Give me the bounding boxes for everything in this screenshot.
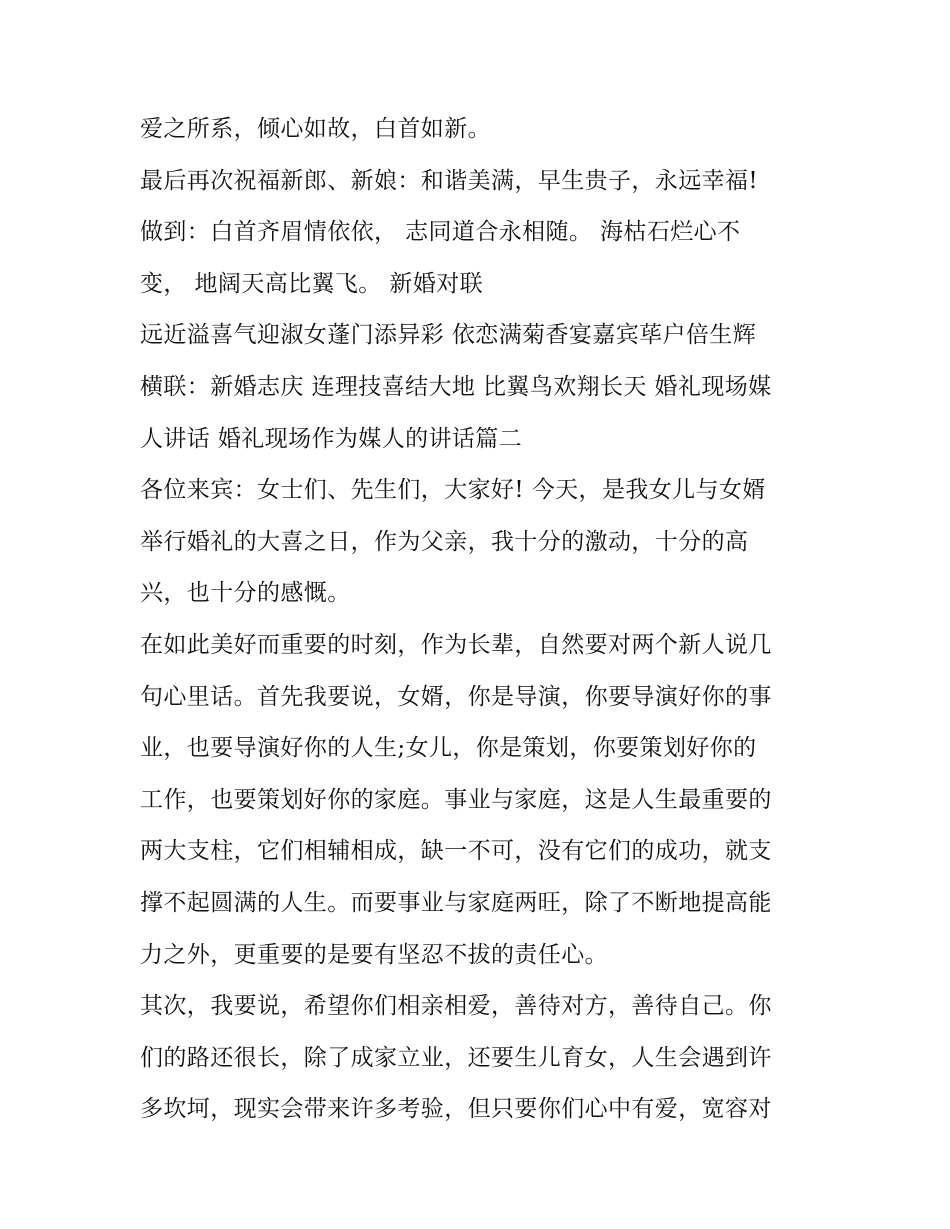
text-line: 最后再次祝福新郎、新娘：和谐美满，早生贵子，永远幸福! — [140, 167, 759, 194]
document-body — [140, 104, 820, 1136]
text-line: 做到：白首齐眉情依依， 志同道合永相随。 海枯石烂心不 — [140, 219, 741, 246]
text-line: 两大支柱，它们相辅相成，缺一不可，没有它们的成功，就支 — [140, 838, 772, 865]
text-line: 句心里话。首先我要说，女婿，你是导演，你要导演好你的事 — [140, 683, 772, 710]
text-line: 横联：新婚志庆 连理技喜结大地 比翼鸟欢翔长天 婚礼现场媒 — [140, 373, 772, 400]
text-line: 撑不起圆满的人生。而要事业与家庭两旺，除了不断地提高能 — [140, 889, 772, 916]
text-line: 人讲话 婚礼现场作为媒人的讲话篇二 — [140, 425, 523, 452]
text-line: 爱之所系，倾心如故，白首如新。 — [140, 116, 491, 142]
text-line: 远近溢喜气迎淑女蓬门添异彩 依恋满菊香宴嘉宾荜户倍生辉 — [140, 322, 757, 349]
text-line: 在如此美好而重要的时刻，作为长辈，自然要对两个新人说几 — [140, 631, 772, 658]
text-line: 兴，也十分的感慨。 — [140, 580, 351, 607]
text-line: 多坎坷，现实会带来许多考验，但只要你们心中有爱，宽容对 — [140, 1096, 772, 1123]
text-line: 各位来宾：女士们、先生们，大家好! 今天，是我女儿与女婿 — [140, 477, 766, 504]
text-line: 力之外，更重要的是要有坚忍不拔的责任心。 — [140, 941, 608, 968]
text-line: 变， 地阔天高比翼飞。 新婚对联 — [140, 270, 484, 297]
text-line: 业，也要导演好你的人生;女儿，你是策划，你要策划好你的 — [140, 735, 757, 762]
text-line: 举行婚礼的大喜之日，作为父亲，我十分的激动，十分的高 — [140, 528, 749, 555]
text-line: 们的路还很长，除了成家立业，还要生儿育女，人生会遇到许 — [140, 1044, 772, 1071]
text-line: 工作，也要策划好你的家庭。事业与家庭，这是人生最重要的 — [140, 786, 772, 813]
text-line: 其次，我要说，希望你们相亲相爱，善待对方，善待自己。你 — [140, 993, 772, 1020]
